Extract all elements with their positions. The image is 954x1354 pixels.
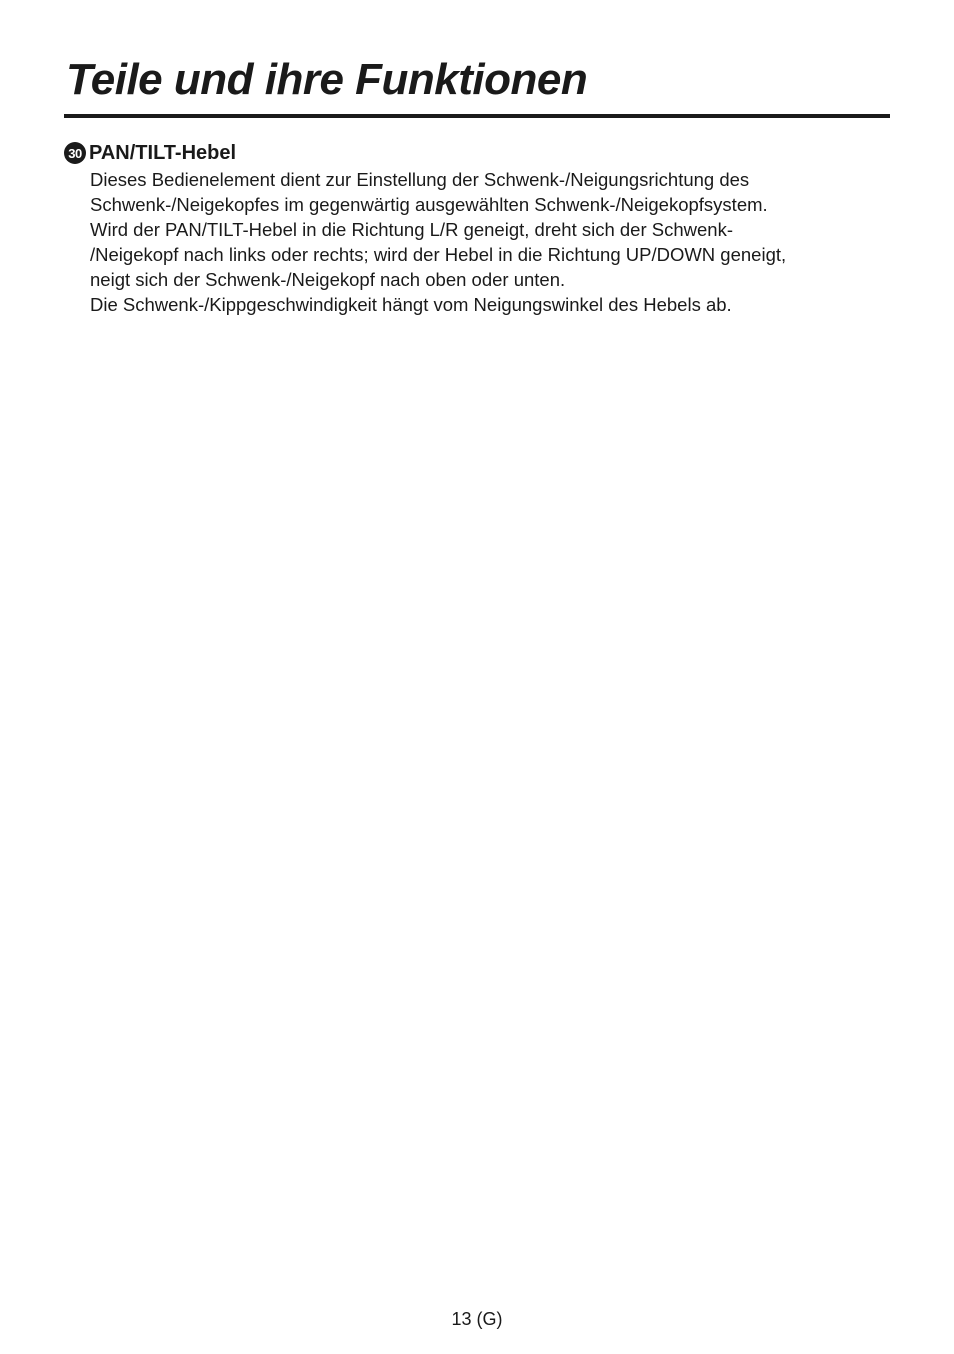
body-line: /Neigekopf nach links oder rechts; wird der Hebel in die Richtung UP/DOWN geneigt, xyxy=(90,244,787,265)
page-title: Teile und ihre Funktionen xyxy=(66,55,588,104)
section-heading: PAN/TILT-Hebel xyxy=(89,142,237,164)
section-pan-tilt-lever xyxy=(64,141,884,317)
title-rule xyxy=(64,114,890,118)
item-number-badge: 30 xyxy=(64,142,86,164)
section-header xyxy=(64,141,884,165)
body-line: neigt sich der Schwenk-/Neigekopf nach oben oder unten. xyxy=(90,269,566,290)
body-line: Schwenk-/Neigekopfes im gegenwärtig ausgewählten Schwenk-/Neigekopfsystem. xyxy=(90,194,768,215)
body-line: Dieses Bedienelement dient zur Einstellung der Schwenk-/Neigungsrichtung des xyxy=(90,169,750,190)
page-number: 13 (G) xyxy=(451,1309,503,1329)
section-body xyxy=(90,167,884,317)
body-line: Wird der PAN/TILT-Hebel in die Richtung L/R geneigt, dreht sich der Schwenk- xyxy=(90,219,733,240)
body-line: Die Schwenk-/Kippgeschwindigkeit hängt vom Neigungswinkel des Hebels ab. xyxy=(90,294,732,315)
